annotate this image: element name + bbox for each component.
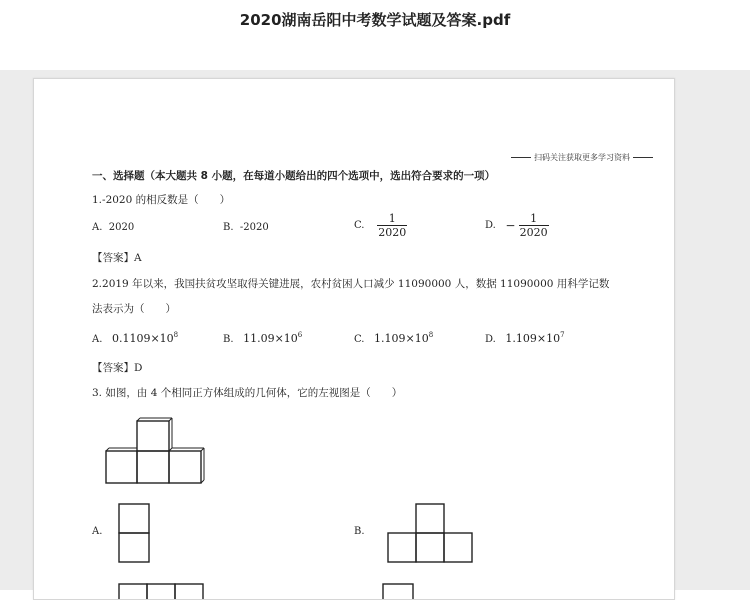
q2-option-a bbox=[92, 331, 178, 345]
sci-exponent: 7 bbox=[560, 331, 565, 339]
q2-stem-line2: 法表示为（ ） bbox=[92, 303, 176, 315]
fraction-denominator: 2020 bbox=[378, 226, 407, 239]
cube-bottom-left bbox=[106, 451, 137, 483]
view-square bbox=[383, 584, 413, 599]
q3-option-b-figure bbox=[387, 503, 477, 565]
option-label: B. bbox=[223, 334, 234, 345]
sci-base: 11.09×10 bbox=[243, 332, 298, 345]
view-square bbox=[119, 584, 147, 599]
view-square bbox=[416, 533, 444, 562]
sci-exponent: 8 bbox=[428, 331, 434, 339]
q1-option-a bbox=[92, 222, 134, 233]
option-label: A. bbox=[92, 222, 103, 233]
fraction-numerator: 1 bbox=[519, 212, 549, 226]
sci-exponent: 6 bbox=[297, 331, 303, 339]
view-square bbox=[175, 584, 203, 599]
sci-base: 0.1109×10 bbox=[111, 332, 174, 345]
view-square bbox=[416, 504, 444, 533]
pdf-page bbox=[33, 78, 675, 600]
document-title: 2020湖南岳阳中考数学试题及答案.pdf bbox=[239, 11, 511, 29]
option-value: -2020 bbox=[239, 222, 269, 233]
q2-answer: 【答案】D bbox=[92, 362, 143, 374]
sci-value bbox=[243, 332, 302, 345]
fraction-denominator: 2020 bbox=[519, 226, 548, 239]
fraction bbox=[519, 212, 549, 239]
q1-option-c bbox=[354, 212, 407, 239]
promo-banner bbox=[508, 152, 656, 163]
option-label: B. bbox=[223, 222, 234, 233]
q2-option-b bbox=[223, 331, 302, 345]
sci-value bbox=[505, 332, 564, 345]
option-label: D. bbox=[485, 334, 496, 345]
fraction-numerator: 1 bbox=[377, 212, 407, 226]
sci-exponent: 8 bbox=[173, 331, 179, 339]
cube-bottom-right bbox=[169, 451, 201, 483]
q3-option-b-label: B. bbox=[354, 526, 365, 537]
view-square bbox=[147, 584, 175, 599]
q1-option-b bbox=[223, 222, 269, 233]
view-square bbox=[388, 533, 416, 562]
cube-bottom-middle bbox=[137, 451, 169, 483]
q2-stem-line1: 2.2019 年以来，我国扶贫攻坚取得关键进展，农村贫困人口减少 11090000 人，数据 11090000 用科学记数 bbox=[92, 278, 610, 290]
banner-rule-left bbox=[511, 157, 531, 158]
view-square bbox=[119, 504, 149, 533]
option-label: D. bbox=[485, 220, 496, 231]
section-heading: 一、选择题（本大题共 8 小题，在每道小题给出的四个选项中，选出符合要求的一项） bbox=[92, 170, 496, 182]
view-square bbox=[119, 533, 149, 562]
q3-option-a-label: A. bbox=[92, 526, 103, 537]
q2-option-d bbox=[485, 331, 565, 345]
q3-option-d-figure bbox=[382, 583, 422, 599]
fraction bbox=[377, 212, 407, 239]
q3-option-a-figure bbox=[118, 503, 152, 565]
option-label: A. bbox=[92, 334, 103, 345]
view-square bbox=[444, 533, 472, 562]
option-label: C. bbox=[354, 220, 365, 231]
option-value: 2020 bbox=[108, 222, 135, 233]
banner-text: 扫码关注获取更多学习资料 bbox=[534, 153, 630, 162]
banner-rule-right bbox=[633, 157, 653, 158]
q1-answer: 【答案】A bbox=[92, 252, 142, 264]
sci-base: 1.109×10 bbox=[374, 332, 429, 345]
title-bar bbox=[0, 0, 750, 70]
q3-solid-figure bbox=[104, 417, 208, 485]
sci-value bbox=[374, 332, 433, 345]
q3-stem: 3. 如图，由 4 个相同正方体组成的几何体，它的左视图是（ ） bbox=[92, 387, 403, 399]
cube-top-front bbox=[137, 421, 169, 451]
pdf-viewer[interactable] bbox=[0, 70, 750, 590]
minus-sign: − bbox=[505, 218, 516, 233]
q1-stem: 1.-2020 的相反数是（ ） bbox=[92, 194, 231, 206]
q2-option-c bbox=[354, 331, 433, 345]
q1-option-d bbox=[485, 212, 549, 239]
option-label: C. bbox=[354, 334, 365, 345]
q3-option-c-figure bbox=[118, 583, 208, 599]
sci-base: 1.109×10 bbox=[505, 332, 561, 345]
sci-value bbox=[112, 332, 178, 345]
